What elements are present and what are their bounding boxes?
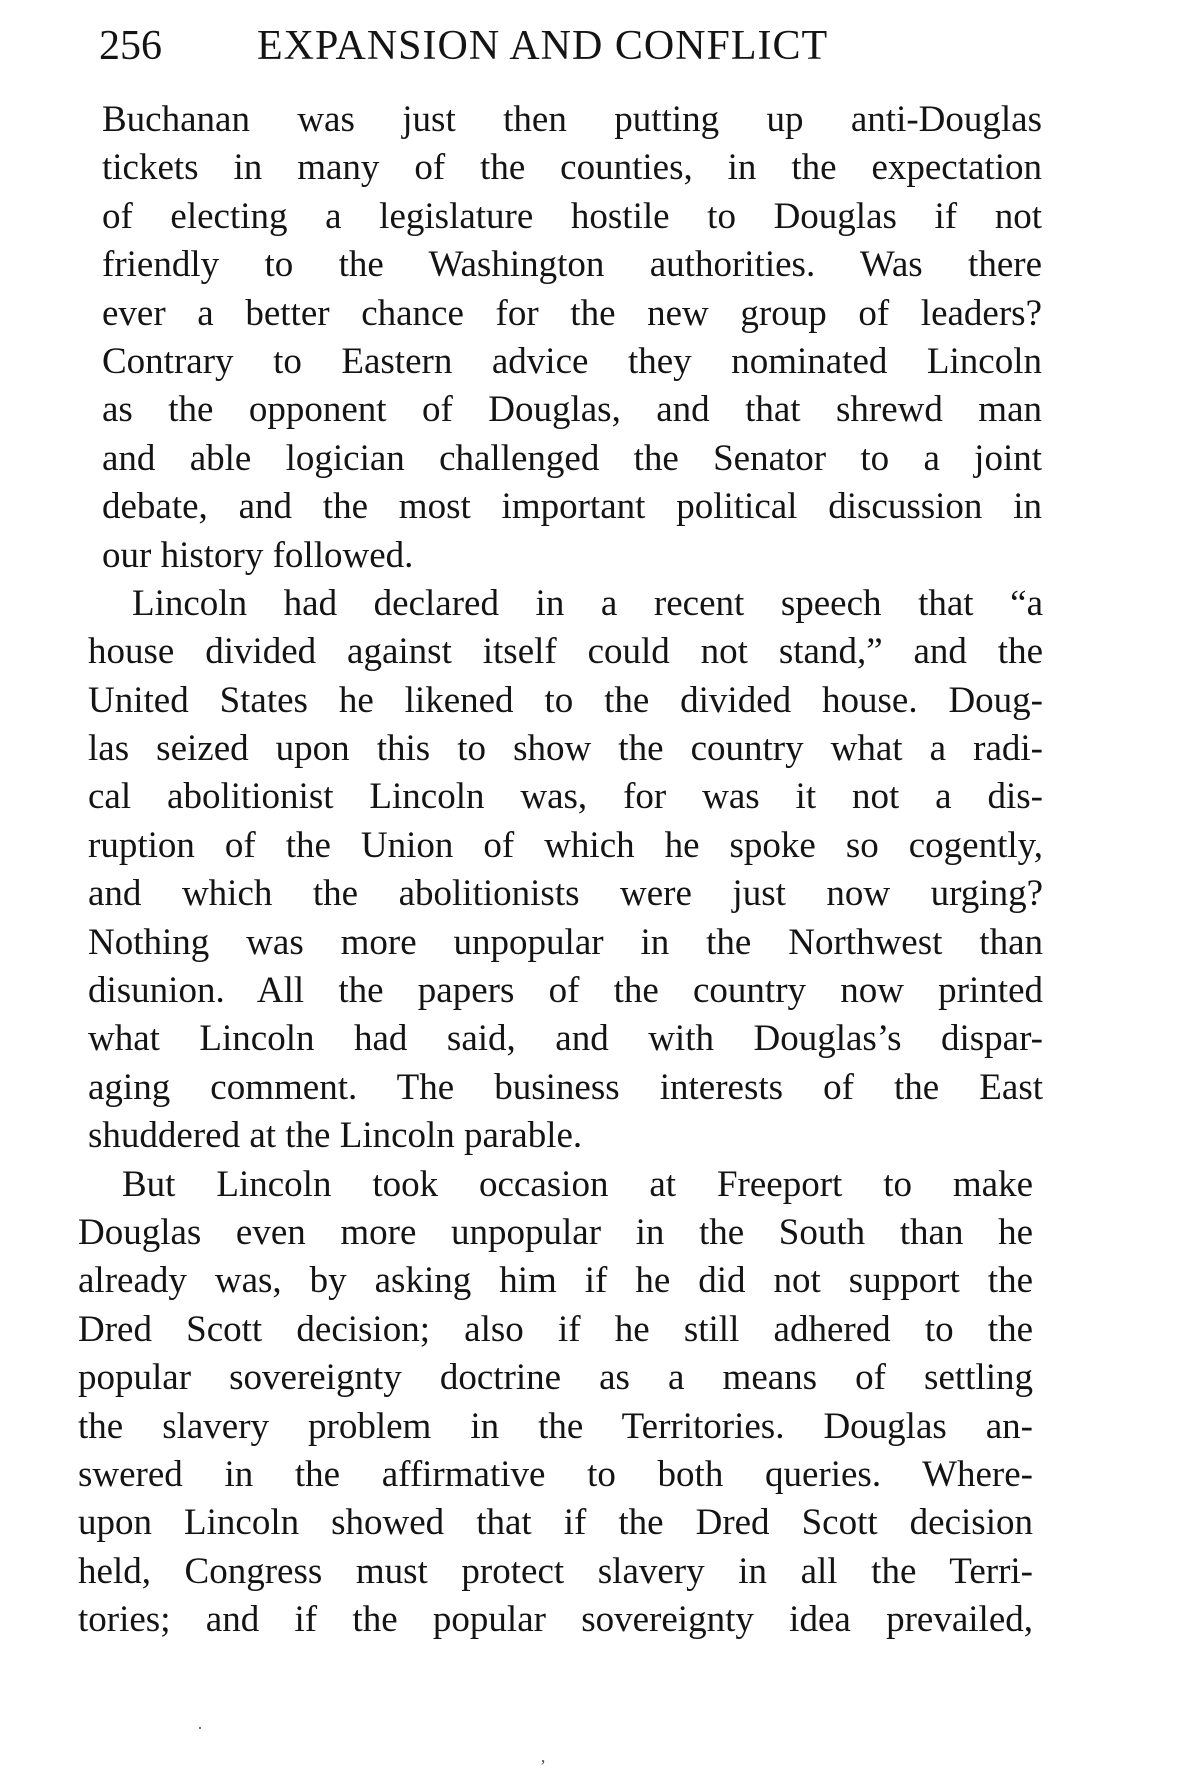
text-line: But Lincoln took occasion at Freeport to make: [122, 1163, 1033, 1205]
text-line: and which the abolitionists were just now urging?: [88, 873, 1043, 915]
text-line: debate, and the most important political discussion in: [102, 486, 1042, 528]
text-line: as the opponent of Douglas, and that shrewd man: [102, 389, 1042, 431]
text-line: house divided against itself could not stand,” and the: [88, 631, 1043, 673]
text-line: aging comment. The business interests of the East: [88, 1066, 1043, 1108]
page-header: [99, 20, 1059, 72]
running-head: EXPANSION AND CONFLICT: [257, 23, 829, 69]
text-line: tickets in many of the counties, in the expectation: [102, 147, 1042, 189]
text-line: already was, by asking him if he did not support the: [78, 1260, 1033, 1302]
text-line: cal abolitionist Lincoln was, for was it not a dis-: [88, 776, 1043, 818]
scan-speck: ‚: [540, 1746, 546, 1766]
paragraph-2: [88, 580, 1043, 1161]
text-line: our history followed.: [102, 534, 414, 576]
text-line: friendly to the Washington authorities. Was there: [102, 244, 1042, 286]
paragraph-3: [78, 1161, 1033, 1645]
text-line: Lincoln had declared in a recent speech that “a: [132, 582, 1043, 624]
text-line: held, Congress must protect slavery in all the Terri-: [78, 1550, 1033, 1592]
text-line: Contrary to Eastern advice they nominated Lincoln: [102, 340, 1042, 382]
text-line: swered in the affirmative to both queries. Where-: [78, 1453, 1033, 1495]
text-line: Nothing was more unpopular in the Northwest than: [88, 921, 1043, 963]
body-text: [78, 96, 1050, 1645]
text-line: ever a better chance for the new group of leaders?: [102, 292, 1042, 334]
text-line: popular sovereignty doctrine as a means of settling: [78, 1357, 1033, 1399]
text-line: upon Lincoln showed that if the Dred Scott decision: [78, 1502, 1033, 1544]
text-line: las seized upon this to show the country what a radi-: [88, 728, 1043, 770]
text-line: the slavery problem in the Territories. Douglas an-: [78, 1405, 1033, 1447]
text-line: ruption of the Union of which he spoke so cogently,: [88, 824, 1043, 866]
text-line: of electing a legislature hostile to Douglas if not: [102, 195, 1042, 237]
text-line: Douglas even more unpopular in the South than he: [78, 1211, 1033, 1253]
paragraph-1: [102, 96, 1042, 580]
text-line: disunion. All the papers of the country now printed: [88, 970, 1043, 1012]
text-line: Dred Scott decision; also if he still adhered to the: [78, 1308, 1033, 1350]
text-line: Buchanan was just then putting up anti-Douglas: [102, 99, 1042, 140]
text-line: tories; and if the popular sovereignty idea prevailed,: [78, 1599, 1033, 1641]
text-line: and able logician challenged the Senator to a joint: [102, 437, 1042, 479]
text-line: what Lincoln had said, and with Douglas’s dispar-: [88, 1018, 1043, 1060]
text-line: United States he likened to the divided house. Doug-: [88, 679, 1043, 721]
text-line: shuddered at the Lincoln parable.: [88, 1115, 583, 1157]
page-number: 256: [99, 23, 162, 69]
scan-speck: ·: [197, 1718, 203, 1738]
